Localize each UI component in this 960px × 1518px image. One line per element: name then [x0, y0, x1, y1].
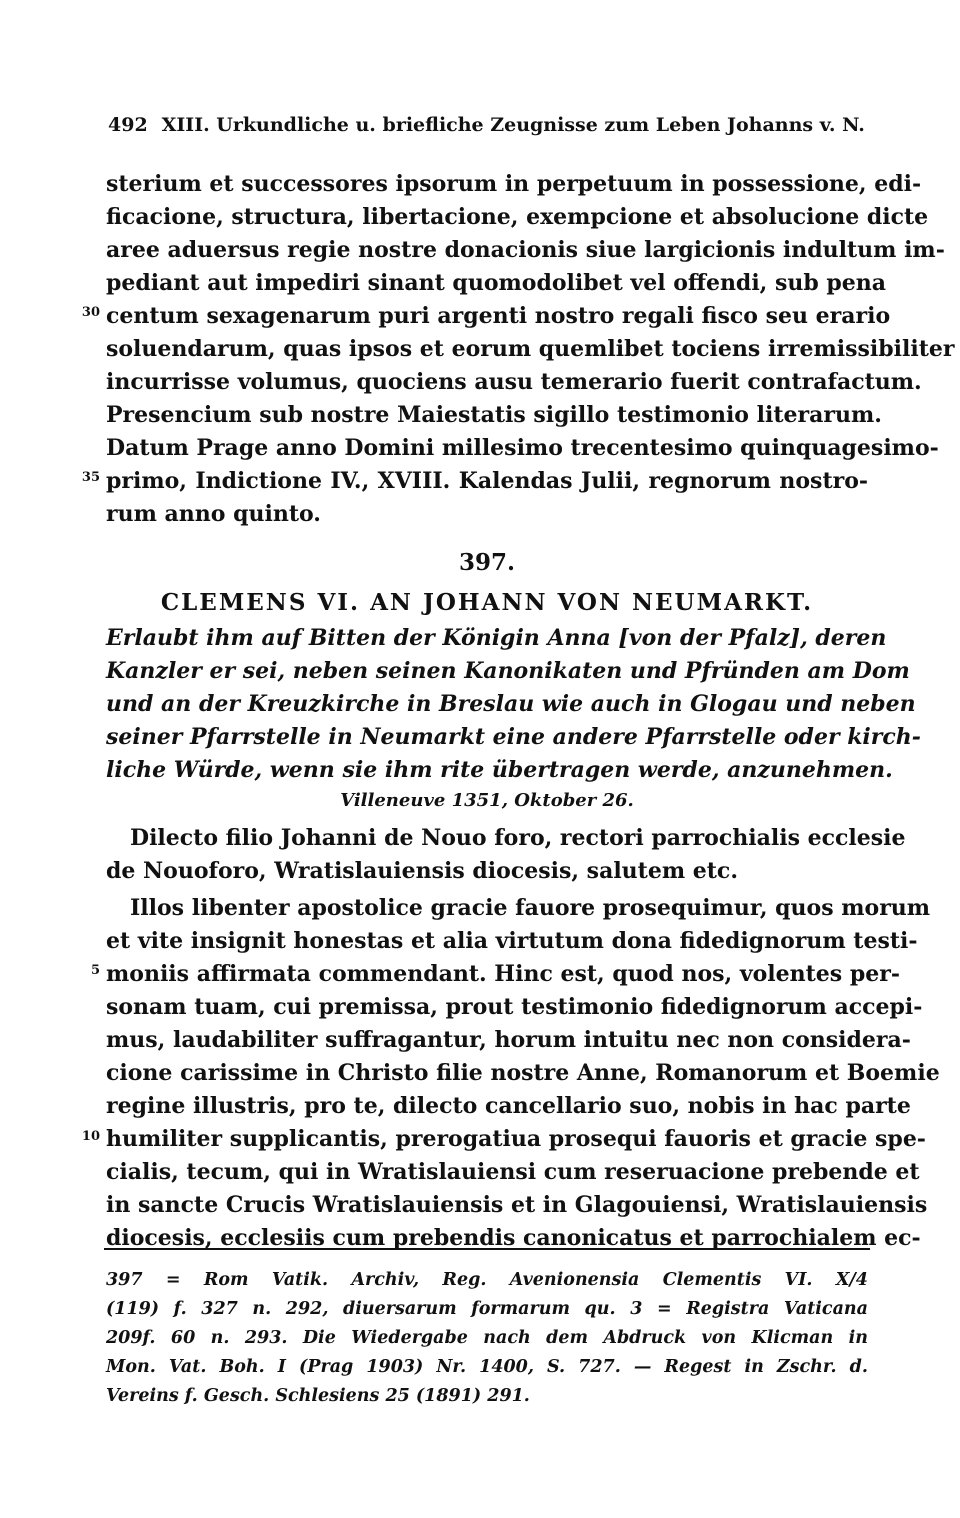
- place-date: Villeneuve 1351, Oktober 26.: [340, 790, 634, 811]
- document-number: 397.: [458, 549, 516, 576]
- running-header: [108, 114, 865, 136]
- footnote: [106, 1266, 868, 1411]
- line-number: 35: [81, 470, 100, 485]
- body-line: cialis, tecum, qui in Wratislauiensi cum reseruacione prebende et: [106, 1159, 920, 1185]
- body-line: regine illustris, pro te, dilecto cancellario suo, nobis in hac parte: [106, 1093, 911, 1119]
- body-line: diocesis, ecclesiis cum prebendis canonicatus et parrochialem ec-: [106, 1225, 921, 1251]
- text-line: incurrisse volumus, quociens ausu temerario fuerit contrafactum.: [106, 369, 922, 395]
- line-number: 5: [90, 963, 100, 978]
- regest-line: Kanzler er sei, neben seinen Kanonikaten und Pfründen am Dom: [106, 658, 910, 684]
- footnote-line: (119) f. 327 n. 292, diuersarum formarum qu. 3 = Registra Vaticana: [106, 1299, 868, 1319]
- address-line: Dilecto filio Johanni de Nouo foro, rectori parrochialis ecclesie: [130, 825, 906, 851]
- text-line: sterium et successores ipsorum in perpetuum in possessione, edi-: [106, 171, 922, 197]
- regest-line: und an der Kreuzkirche in Breslau wie auch in Glogau und neben: [106, 691, 916, 717]
- regest-line: seiner Pfarrstelle in Neumarkt eine andere Pfarrstelle oder kirch-: [106, 724, 921, 750]
- text-line: primo, Indictione IV., XVIII. Kalendas Julii, regnorum nostro-: [106, 468, 868, 494]
- body-line: cione carissime in Christo filie nostre Anne, Romanorum et Boemie: [106, 1060, 940, 1086]
- running-title: XIII. Urkundliche u. briefliche Zeugnisse zum Leben Johanns v. N.: [161, 114, 865, 136]
- document-body: [106, 892, 940, 1255]
- footnote-line: 397 = Rom Vatik. Archiv, Reg. Avenionensia Clementis VI. X/4: [106, 1270, 868, 1290]
- document-title: CLEMENS VI. AN JOHANN VON NEUMARKT.: [160, 589, 814, 616]
- text-line: pediant aut impediri sinant quomodolibet vel offendi, sub pena: [106, 270, 887, 296]
- text-line: centum sexagenarum puri argenti nostro regali fisco seu erario: [106, 303, 891, 329]
- address: [106, 822, 906, 888]
- text-line: aree aduersus regie nostre donacionis siue largicionis indultum im-: [106, 237, 945, 263]
- text-line: Presencium sub nostre Maiestatis sigillo testimonio literarum.: [106, 402, 882, 428]
- regest-line: liche Würde, wenn sie ihm rite übertragen werde, anzunehmen.: [106, 757, 893, 783]
- body-line: mus, laudabiliter suffragantur, horum intuitu nec non considera-: [106, 1027, 911, 1053]
- body-line: humiliter supplicantis, prerogatiua prosequi fauoris et gracie spe-: [106, 1126, 926, 1152]
- footnote-divider: [104, 1248, 870, 1250]
- body-line: Illos libenter apostolice gracie fauore prosequimur, quos morum: [130, 895, 931, 921]
- line-number: 10: [81, 1129, 100, 1144]
- footnote-line: Mon. Vat. Boh. I (Prag 1903) Nr. 1400, S. 727. — Regest in Zschr. d.: [106, 1357, 868, 1377]
- footnote-line: Vereins f. Gesch. Schlesiens 25 (1891) 291.: [106, 1386, 530, 1406]
- text-line: soluendarum, quas ipsos et eorum quemlibet tociens irremissibiliter: [106, 336, 955, 362]
- line-number: 30: [81, 305, 100, 320]
- regest: [106, 622, 921, 787]
- page-number: 492: [108, 114, 148, 136]
- text-line: rum anno quinto.: [106, 501, 321, 527]
- footnote-line: 209f. 60 n. 293. Die Wiedergabe nach dem Abdruck von Klicman in: [106, 1328, 868, 1348]
- address-line: de Nouoforo, Wratislauiensis diocesis, salutem etc.: [106, 858, 738, 884]
- previous-document-text: [106, 168, 955, 531]
- text-line: ficacione, structura, libertacione, exempcione et absolucione dicte: [106, 204, 929, 230]
- text-line: Datum Prage anno Domini millesimo trecentesimo quinquagesimo-: [106, 435, 939, 461]
- body-line: moniis affirmata commendant. Hinc est, quod nos, volentes per-: [106, 961, 900, 987]
- body-line: et vite insignit honestas et alia virtutum dona fidedignorum testi-: [106, 928, 918, 954]
- body-line: in sancte Crucis Wratislauiensis et in Glagouiensi, Wratislauiensis: [106, 1192, 928, 1218]
- regest-line: Erlaubt ihm auf Bitten der Königin Anna [von der Pfalz], deren: [106, 625, 887, 651]
- body-line: sonam tuam, cui premissa, prout testimonio fidedignorum accepi-: [106, 994, 923, 1020]
